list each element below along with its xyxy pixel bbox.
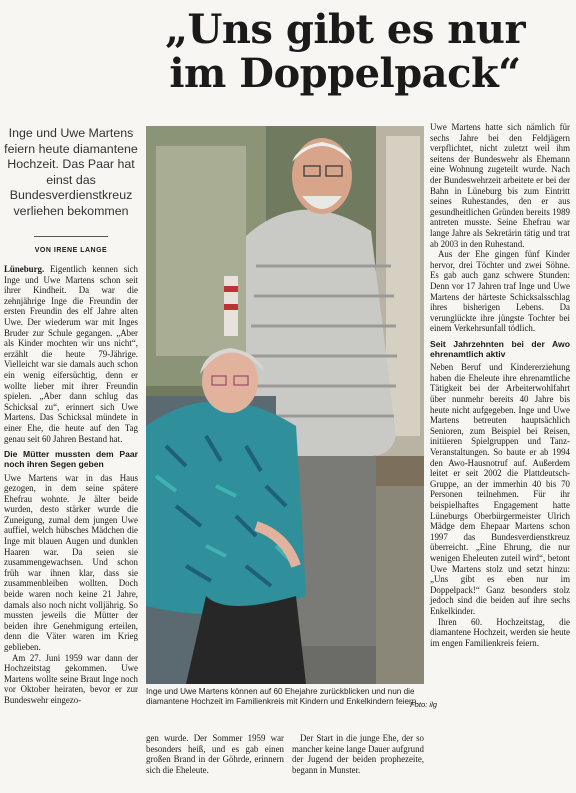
headline — [120, 8, 570, 96]
paragraph-3: Am 27. Juni 1959 war dann der Hochzeitstag gekommen. Uwe Martens wollte seine Braut Inge noch vor Oktober heiraten, bevor er zur Bundeswehr eingezo- — [4, 652, 138, 705]
paragraph-8: gen wurde. Der Sommer 1959 war besonders heiß, und es gab einen großen Brand in der Göhrde, erinnern sich die Eheleute. — [146, 733, 284, 775]
photo-caption — [146, 687, 424, 708]
teaser: Inge und Uwe Martens feiern heute diamantene Hochzeit. Das Paar hat einst das Bundesverdienstkreuz verliehen bekommen — [4, 126, 138, 218]
author-byline: VON IRENE LANGE — [34, 247, 108, 254]
paragraph-1 — [4, 264, 138, 444]
couple-photo — [146, 126, 424, 684]
couple-photo-illustration — [146, 126, 424, 684]
photo-credit: Foto: ilg — [410, 700, 438, 709]
subheading-2: Seit Jahrzehnten bei der Awo ehrenamtlich aktiv — [430, 338, 570, 360]
paragraph-7: Ihren 60. Hochzeitstag, die diamantene Hochzeit, werden sie heute im engen Familienkreis feiern. — [430, 616, 570, 648]
article-column-2 — [430, 122, 570, 648]
article-column-1 — [4, 264, 138, 706]
paragraph-2: Uwe Martens war in das Haus gezogen, in dem seine spätere Ehefrau wohnte. Je älter beide wurden, desto stärker wurde die Zuneigung, zumal dem jungen Uwe auffiel, welch hübsches Mädchen die Inge mit blauen Augen und dunklen Haaren war. Da seien sie zusammengewachsen. Und schon früh war ihnen klar, dass sie zusammenbleiben wollten. Doch beide waren noch keine 21 Jahre, damals also noch nicht volljährig. So mussten jeweils die Mütter der beiden ihre Genehmigung erteilen, denn die Väter waren im Krieg geblieben. — [4, 472, 138, 652]
paragraph-5: Aus der Ehe gingen fünf Kinder hervor, drei Töchter und zwei Söhne. Es gab auch ganz schwere Stunden: Denn vor 17 Jahren traf Inge und Uwe Martens der härteste Schicksalsschlag ihres bisherigen Lebens. Da verunglückte ihre jüngste Tochter bei einem Verkehrsunfall tödlich. — [430, 249, 570, 334]
article-column-4 — [292, 733, 424, 775]
headline-line-1: „Uns gibt es nur — [164, 6, 526, 53]
paragraph-1-text: Eigentlich kennen sich Inge und Uwe Martens schon seit ihrer Kindheit. Da war die zehnjährige Inge die Freundin der ersten Freundin des elf Jahre alten Uwe. Der wiederum war mit Inges Bruder zur Schule gegangen. „Aber als Kinder mochten wir uns nicht“, erzählt die heute 79-Jährige. Vielleicht war sie damals auch schon ein wenig eifersüchtig, denn er wollte lieber mit ihrer Freundin spielen. „Aber dann schlug das Schicksal zu“, erinnert sich Uwe Martens. Das Schicksal mündete in einer Ehe, die heute auf den Tag genau seit 60 Jahren Bestand hat. — [4, 264, 138, 444]
photo-caption-text: Inge und Uwe Martens können auf 60 Ehejahre zurückblicken und nun die diamantene Hochzeit im Familienkreis mit Kindern und Enkelkindern feiern. — [146, 687, 419, 707]
article-column-3 — [146, 733, 284, 775]
paragraph-4: Uwe Martens hatte sich nämlich für sechs Jahre bei den Feldjägern verpflichtet, nicht zuletzt weil ihm seitens der Bundeswehr als Ehemann eine Wohnung zugeteilt wurde. Nach der Bundeswehrzeit arbeitete er bei der Bahn in Lüneburg bis zum Eintritt seines Ruhestandes, den er aus gesundheitlichen Gründen bereits 1989 antreten musste. Seine Ehefrau war lange Jahre als Sekretärin tätig und trat ab 2003 in den Ruhestand. — [430, 122, 570, 249]
subheading-1: Die Mütter mussten dem Paar noch ihren Segen geben — [4, 449, 138, 470]
dateline: Lüneburg. — [4, 264, 45, 274]
paragraph-6: Neben Beruf und Kindererziehung haben die Eheleute ihre ehrenamtliche Tätigkeit bei der Arbeiterwohlfahrt über nunmehr bereits 40 Jahre bis heute nicht aufgegeben. Inge und Uwe Martens betreuten hauptsächlich Senioren, zum Beispiel bei Reisen, initiieren Spielgruppen und Tanz-Veranstaltungen. So baute er ab 1994 den Awo-Hausnotruf auf. Außerdem leitet er seit 2002 die Plattdeutsch-Gruppe, an der immerhin 40 bis 70 Personen teilnehmen. Für ihr beispielhaftes Engagement hatte Lüneburgs Oberbürgermeister Ulrich Mädge dem Ehepaar Martens schon 1997 das Bundesverdienstkreuz überreicht. „Eine Ehrung, die nur wenigen Eheleuten zuteil wird“, betont Uwe Martens stolz und setzt hinzu: „Uns gibt es eben nur im Doppelpack!“ Ganz besonders stolz jedoch sind die beiden auf ihre sechs Enkelkinder. — [430, 362, 570, 616]
paragraph-9: Der Start in die junge Ehe, der so mancher keine lange Dauer aufgrund der Jugend der beiden prophezeite, begann in Munster. — [292, 733, 424, 775]
teaser-divider — [34, 236, 108, 237]
headline-line-2: im Doppelpack“ — [169, 50, 521, 97]
